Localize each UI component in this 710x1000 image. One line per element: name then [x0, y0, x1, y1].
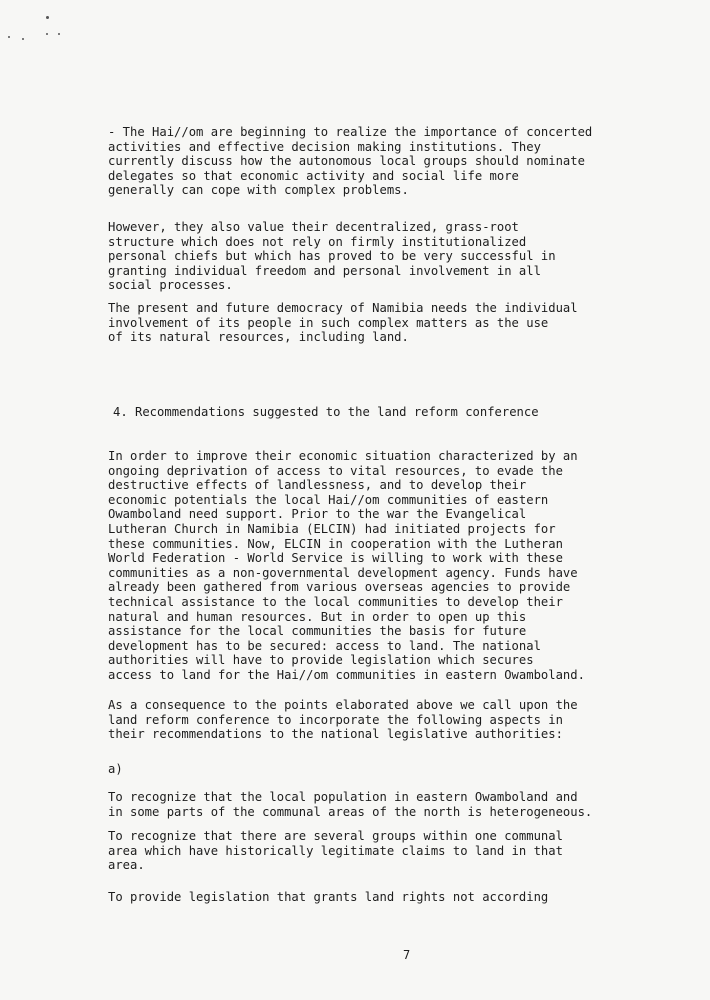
paragraph-economic-situation: In order to improve their economic situation characterized by an ongoing deprivation of access to vital resources, to evade the destructive effects of landlessness, and to develop their economic potentials the local Hai//om communities of eastern Owamboland need support. Prior to the war the Evangelical Lutheran Church in Namibia (ELCIN) had initiated projects for these communities. Now, ELCIN in cooperation with the Lutheran World Federation - World Service is willing to work with these communities as a non-governmental development agency. Funds have already been gathered from various overseas agencies to provide technical assistance to the local communities to develop their natural and human resources. But in order to open up this assistance for the local communities the basis for future development has to be secured: access to land. The national authorities will have to provide legislation which secures access to land for the Hai//om communities in eastern Owamboland. — [108, 449, 585, 682]
scan-speck — [46, 33, 48, 35]
paragraph-several-groups: To recognize that there are several groups within one communal area which have historically legitimate claims to land in that area. — [108, 829, 563, 873]
page-number: 7 — [403, 948, 411, 962]
paragraph-call-upon-conference: As a consequence to the points elaborated above we call upon the land reform conference to incorporate the following aspects in their recommendations to the national legislative authorities: — [108, 698, 578, 742]
scan-speck — [8, 36, 10, 38]
scan-speck — [58, 33, 60, 35]
scan-speck — [22, 38, 24, 40]
list-marker-a: a) — [108, 762, 123, 776]
paragraph-democracy: The present and future democracy of Namibia needs the individual involvement of its people in such complex matters as the use of its natural resources, including land. — [108, 301, 578, 345]
paragraph-decentralized-structure: However, they also value their decentralized, grass-root structure which does not rely on firmly institutionalized personal chiefs but which has proved to be very successful in granting individual freedom and personal involvement in all social processes. — [108, 220, 556, 293]
section-heading: 4. Recommendations suggested to the land reform conference — [113, 405, 539, 419]
paragraph-heterogeneous-population: To recognize that the local population in eastern Owamboland and in some parts of the communal areas of the north is heterogeneous. — [108, 790, 593, 819]
paragraph-legislation-land-rights: To provide legislation that grants land rights not according — [108, 890, 549, 904]
paragraph-decision-making: - The Hai//om are beginning to realize the importance of concerted activities and effective decision making institutions. They currently discuss how the autonomous local groups should nominate delegates so that economic activity and social life more generally can cope with complex problems. — [108, 125, 593, 198]
scan-speck — [46, 16, 49, 19]
